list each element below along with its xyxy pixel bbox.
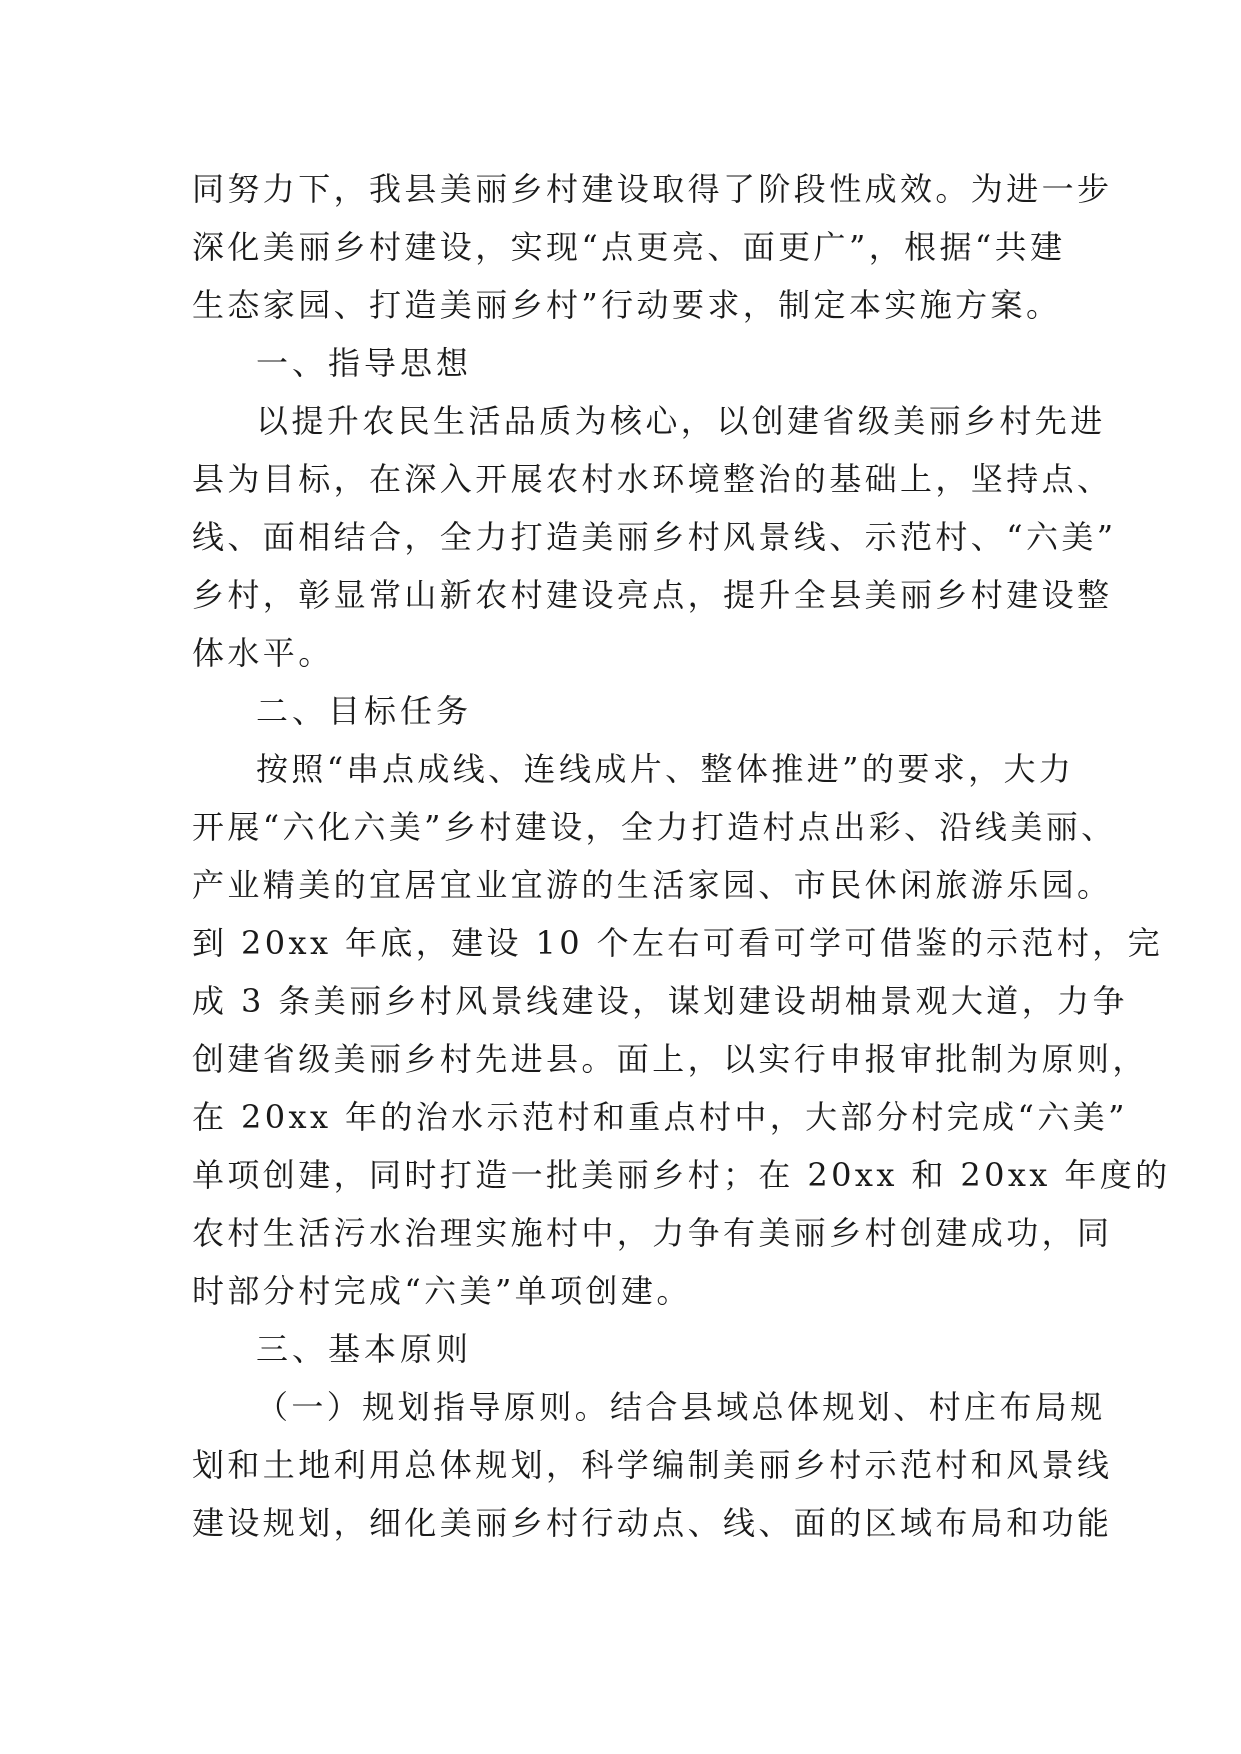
- text-line: 同努力下，我县美丽乡村建设取得了阶段性成效。为进一步: [192, 170, 1113, 208]
- text-line: 县为目标，在深入开展农村水环境整治的基础上，坚持点、: [192, 460, 1113, 498]
- section-heading-guiding-ideology: 一、指导思想: [256, 344, 473, 382]
- text-line: 生态家园、打造美丽乡村”行动要求，制定本实施方案。: [192, 286, 1062, 324]
- text-line: 产业精美的宜居宜业宜游的生活家园、市民休闲旅游乐园。: [192, 866, 1113, 904]
- text-line: 农村生活污水治理实施村中，力争有美丽乡村创建成功，同: [192, 1214, 1113, 1252]
- text-line: （一）规划指导原则。结合县域总体规划、村庄布局规: [256, 1388, 1106, 1426]
- text-line: 乡村，彰显常山新农村建设亮点，提升全县美丽乡村建设整: [192, 576, 1113, 614]
- text-line: 创建省级美丽乡村先进县。面上，以实行申报审批制为原则，: [192, 1040, 1148, 1078]
- text-line: 在 20xx 年的治水示范村和重点村中，大部分村完成“六美”: [192, 1098, 1128, 1136]
- text-line: 深化美丽乡村建设，实现“点更亮、面更广”，根据“共建: [192, 228, 1066, 266]
- text-line: 时部分村完成“六美”单项创建。: [192, 1272, 692, 1310]
- body-text: [192, 160, 1171, 1552]
- text-line: 单项创建，同时打造一批美丽乡村；在 20xx 和 20xx 年度的: [192, 1156, 1171, 1194]
- text-line: 线、面相结合，全力打造美丽乡村风景线、示范村、“六美”: [192, 518, 1117, 556]
- text-line: 成 3 条美丽乡村风景线建设，谋划建设胡柚景观大道，力争: [192, 982, 1128, 1020]
- text-line: 按照“串点成线、连线成片、整体推进”的要求，大力: [256, 750, 1075, 788]
- section-heading-objectives: 二、目标任务: [256, 692, 473, 730]
- text-line: 体水平。: [192, 634, 334, 672]
- text-line: 划和土地利用总体规划，科学编制美丽乡村示范村和风景线: [192, 1446, 1113, 1484]
- text-line: 以提升农民生活品质为核心，以创建省级美丽乡村先进: [256, 402, 1106, 440]
- text-line: 开展“六化六美”乡村建设，全力打造村点出彩、沿线美丽、: [192, 808, 1117, 846]
- text-line: 建设规划，细化美丽乡村行动点、线、面的区域布局和功能: [192, 1504, 1113, 1542]
- section-heading-basic-principles: 三、基本原则: [256, 1330, 473, 1368]
- text-line: 到 20xx 年底，建设 10 个左右可看可学可借鉴的示范村，完: [192, 924, 1164, 962]
